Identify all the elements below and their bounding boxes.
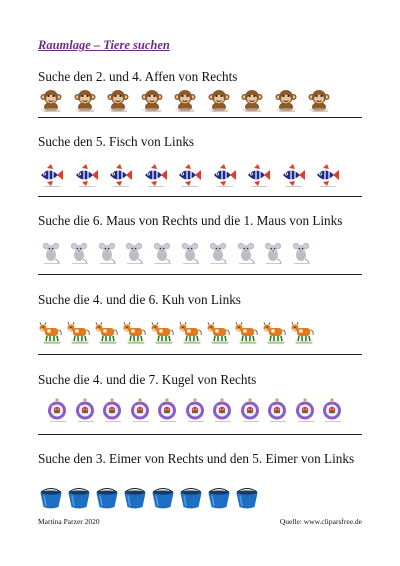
ornament-icon (72, 397, 98, 423)
clipart-credit-line (113, 186, 129, 187)
cow-icon (262, 319, 288, 345)
mouse-icon (177, 239, 203, 265)
page-title: Raumlage – Tiere suchen (38, 38, 170, 52)
bucket-icon (38, 484, 64, 510)
clipart-credit-line (188, 421, 204, 422)
clipart-credit-line (184, 343, 200, 344)
mouse-icon (94, 239, 120, 265)
monkey-icon (38, 87, 64, 113)
section-divider (38, 354, 362, 355)
clipart-credit-line (239, 263, 255, 264)
section-divider (38, 196, 362, 197)
cow-icon (150, 319, 176, 345)
fish-icon (73, 162, 99, 188)
clipart-credit-line (245, 111, 261, 112)
cow-icon (38, 319, 64, 345)
footer-source: Quelle: www.cliparsfree.de (279, 517, 362, 526)
clipart-credit-line (100, 343, 116, 344)
monkey-icon (72, 87, 98, 113)
cow-icon (66, 319, 92, 345)
question-section-monkeys (38, 69, 362, 85)
mouse-icon (233, 239, 259, 265)
bucket-icon (234, 484, 260, 510)
monkey-icon (105, 87, 131, 113)
clipart-credit-line (212, 111, 228, 112)
question-text: Suche den 2. und 4. Affen von Rechts (38, 69, 238, 84)
question-text: Suche die 6. Maus von Rechts und die 1. Maus von Links (38, 213, 343, 228)
monkey-icon (139, 87, 165, 113)
footer-author: Martina Parzer 2020 (38, 517, 100, 526)
ornament-icon (292, 397, 318, 423)
ornament-icon (182, 397, 208, 423)
monkey-icon (239, 87, 265, 113)
clipart-credit-line (72, 343, 88, 344)
clipart-credit-line (111, 111, 127, 112)
clipart-credit-line (79, 186, 95, 187)
bucket-icon (150, 484, 176, 510)
clipart-credit-line (44, 111, 60, 112)
clipart-credit-line (105, 421, 121, 422)
bucket-icon (122, 484, 148, 510)
clipart-credit-line (128, 343, 144, 344)
clipart-credit-line (145, 111, 161, 112)
mouse-icon (38, 239, 64, 265)
clipart-credit-line (44, 186, 60, 187)
clipart-credit-line (127, 263, 143, 264)
mouse-icon (66, 239, 92, 265)
cow-icon (234, 319, 260, 345)
clipart-credit-line (78, 111, 94, 112)
clipart-credit-line (50, 421, 66, 422)
clipart-credit-line (44, 343, 60, 344)
fish-icon (245, 162, 271, 188)
cow-icon (290, 319, 316, 345)
clipart-credit-line (78, 421, 94, 422)
clipart-credit-line (100, 263, 116, 264)
clipart-credit-line (211, 263, 227, 264)
cow-icon (94, 319, 120, 345)
mouse-icon (288, 239, 314, 265)
question-text: Suche den 5. Fisch von Links (38, 134, 195, 149)
fish-icon (314, 162, 340, 188)
ornament-icon (319, 397, 345, 423)
ornament-icon (154, 397, 180, 423)
ornament-icon (99, 397, 125, 423)
question-text: Suche die 4. und die 7. Kugel von Rechts (38, 372, 257, 387)
clipart-credit-line (156, 343, 172, 344)
clipart-credit-line (268, 343, 284, 344)
ornament-icon (237, 397, 263, 423)
question-text: Suche den 3. Eimer von Rechts und den 5. Eimer von Links (38, 451, 355, 466)
question-text: Suche die 4. und die 6. Kuh von Links (38, 292, 241, 307)
fish-icon (280, 162, 306, 188)
monkey-icon (306, 87, 332, 113)
clipart-credit-line (243, 421, 259, 422)
question-section-fish (38, 134, 362, 150)
question-section-ornaments (38, 372, 362, 388)
clipart-credit-line (212, 343, 228, 344)
section-divider (38, 274, 362, 275)
section-divider (38, 117, 362, 118)
cow-icon (206, 319, 232, 345)
mouse-icon (149, 239, 175, 265)
clipart-credit-line (312, 111, 328, 112)
monkey-icon (206, 87, 232, 113)
ornament-icon (44, 397, 70, 423)
clipart-credit-line (270, 421, 286, 422)
mouse-icon (260, 239, 286, 265)
mouse-icon (121, 239, 147, 265)
clipart-credit-line (294, 263, 310, 264)
question-section-buckets (38, 451, 362, 467)
fish-icon (176, 162, 202, 188)
clipart-credit-line (160, 421, 176, 422)
bucket-icon (66, 484, 92, 510)
clipart-credit-line (266, 263, 282, 264)
clipart-credit-line (72, 263, 88, 264)
clipart-credit-line (251, 186, 267, 187)
cow-icon (178, 319, 204, 345)
clipart-credit-line (178, 111, 194, 112)
clipart-credit-line (298, 421, 314, 422)
monkey-icon (273, 87, 299, 113)
clipart-credit-line (320, 186, 336, 187)
clipart-credit-line (240, 343, 256, 344)
bucket-icon (94, 484, 120, 510)
clipart-credit-line (296, 343, 312, 344)
fish-icon (142, 162, 168, 188)
clipart-credit-line (279, 111, 295, 112)
ornament-icon (264, 397, 290, 423)
fish-icon (38, 162, 64, 188)
clipart-credit-line (182, 186, 198, 187)
clipart-credit-line (44, 263, 60, 264)
cow-icon (122, 319, 148, 345)
question-section-cows (38, 292, 362, 308)
clipart-credit-line (148, 186, 164, 187)
clipart-credit-line (217, 186, 233, 187)
clipart-credit-line (155, 263, 171, 264)
clipart-credit-line (286, 186, 302, 187)
ornament-icon (209, 397, 235, 423)
question-section-mice (38, 213, 362, 229)
clipart-credit-line (325, 421, 341, 422)
fish-icon (107, 162, 133, 188)
mouse-icon (205, 239, 231, 265)
monkey-icon (172, 87, 198, 113)
clipart-credit-line (215, 421, 231, 422)
clipart-credit-line (133, 421, 149, 422)
fish-icon (211, 162, 237, 188)
bucket-icon (206, 484, 232, 510)
bucket-icon (178, 484, 204, 510)
section-divider (38, 434, 362, 435)
clipart-credit-line (183, 263, 199, 264)
ornament-icon (127, 397, 153, 423)
